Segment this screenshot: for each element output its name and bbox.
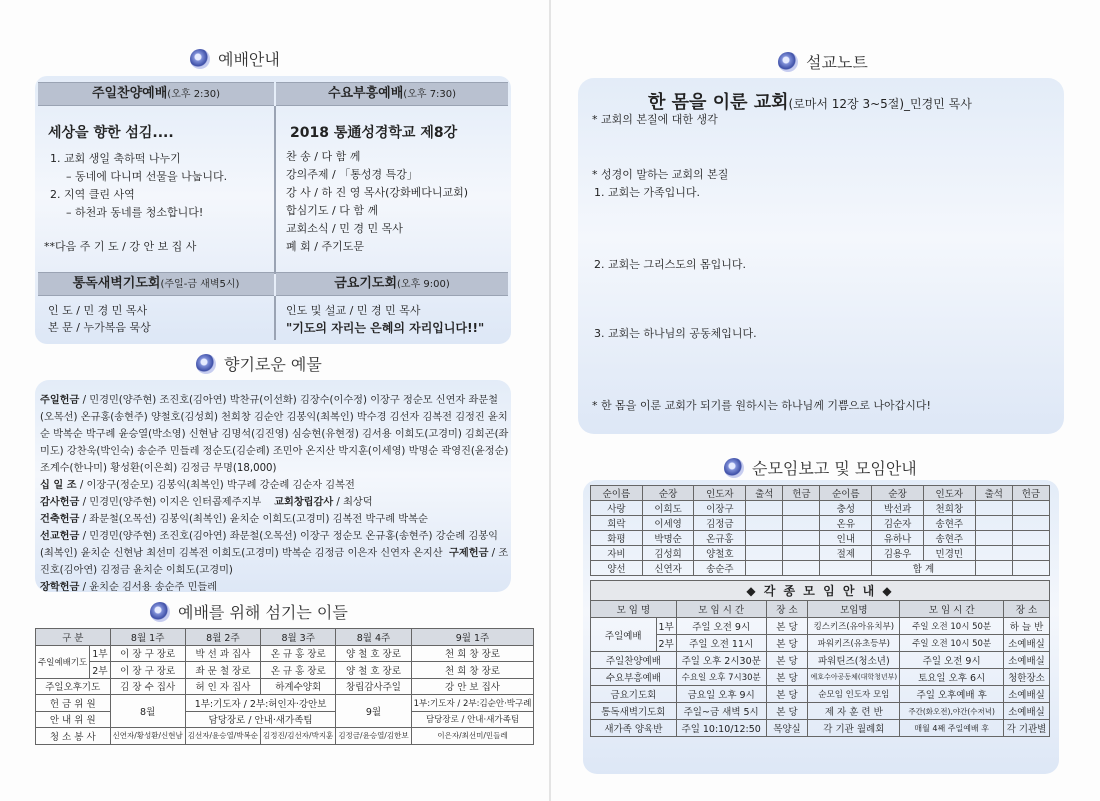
gatherings-table — [590, 580, 1050, 737]
table-header-row: 모 임 명 모 임 시 간 장 소 모임명 모 임 시 간 장 소 — [591, 601, 1050, 618]
table-row: 주일예배기도 1부 이 장 구 장로 박 선 과 집사 온 규 홍 장로 양 철 호 장로 천 희 창 장로 — [36, 645, 534, 662]
column-divider — [274, 296, 276, 340]
dawn-line: 인 도 / 민 경 민 목사 — [48, 304, 148, 317]
service-line: – 동네에 다니며 선물을 나눕니다. — [66, 170, 228, 183]
program-line: 강의주제 / 「통성경 특강」 — [286, 168, 418, 181]
page-fold — [549, 0, 551, 801]
service-heading: 세상을 향한 섬김.... — [48, 125, 174, 141]
offering-row: 십 일 조 / 이장구(정순모) 김봉익(최복인) 박구례 강순례 김순자 김복전 — [40, 480, 355, 491]
disc-icon — [196, 354, 216, 374]
program-line: 폐 회 / 주기도문 — [286, 240, 364, 253]
sermon-note: * 교회의 본질에 대한 생각 — [592, 113, 718, 126]
table-row: 수요부흥예배 수요일 오후 7시30분 본 당 예호수아공동체(대학청년부) 토요일 오후 6시 청한장소 — [591, 669, 1050, 686]
wednesday-header: 수요부흥예배(오후 7:30) — [276, 82, 508, 106]
sermon-closing: * 한 몸을 이룬 교회가 되기를 원하시는 하나님께 기쁨으로 나아갑시다! — [592, 399, 931, 412]
table-row: 주일찬양예배 주일 오후 2시30분 본 당 파워틴즈(청소년) 주일 오전 9시 소예배실 — [591, 652, 1050, 669]
bible-school-heading: 2018 통通성경학교 제8강 — [290, 125, 458, 141]
program-line: 강 사 / 하 진 영 목사(강화베다니교회) — [286, 186, 469, 199]
table-row: 화평 박명순 온규홍 인내 유하나 송현주 — [591, 531, 1050, 546]
disc-icon — [150, 602, 170, 622]
table-row: 금요기도회 금요일 오후 9시 본 당 순모임 인도자 모임 주일 오후예배 후 소예배실 — [591, 686, 1050, 703]
table-row: 자비 김성희 양철호 절제 김용우 민경민 — [591, 546, 1050, 561]
offering-row: 감사헌금 / 민경민(양주현) 이지은 인터콥제주지부 교회창립감사 / 최상덕 — [40, 497, 373, 508]
disc-icon — [724, 458, 744, 478]
sermon-point: 2. 교회는 그리스도의 몸입니다. — [594, 258, 746, 271]
sermon-section-title: 설교노트 — [778, 50, 868, 73]
groups-table — [590, 485, 1050, 576]
dawn-line: 본 문 / 누가복음 묵상 — [48, 321, 151, 334]
column-divider — [274, 106, 276, 274]
offering-row: 건축헌금 / 좌문철(오목선) 김봉익(최복인) 윤치순 이희도(고경미) 김복전 박구례 박복순 — [40, 514, 428, 525]
table-row: 주일오후기도 김 장 수 집사 허 인 자 집사 하계수양회 창립감사주일 강 안 보 집사 — [36, 678, 534, 695]
table-header-row: 순이름 순장 인도자 출석 헌금 순이름 순장 인도자 출석 헌금 — [591, 486, 1050, 501]
groups-section-title: 순모임보고 및 모임안내 — [724, 456, 917, 479]
offering-row: 주일헌금 / 민경민(양주현) 조진호(김아연) 박찬규(이선화) 김장수(이수정) 이장구 정순모 신연자 좌문철(오목선) 온규홍(송현주) 양철호(김성희) 천희창 김순안 김봉익(최복인) 박수경 김선자 김복전 김정진 윤치순 박복순 박구례 윤승열(박소영) 신현남 김명석(김진영) 심승현(유현정) 김서용 이희도(고경미) 김희곤(좌미도) 강찬욱(박인숙) 송순주 민들레 정순도(김순례) 조민아 온지산 박지훈(이세영) 박명순 곽영진(윤정순) 조계수(한나미) 황성환(이은희) 김정금 무명(18,000) — [40, 395, 509, 474]
table-row: 희락 이세영 김정금 온유 김순자 송현주 — [591, 516, 1050, 531]
worship-section-title: 예배안내 — [190, 47, 280, 70]
next-prayer: **다음 주 기 도 / 강 안 보 집 사 — [44, 240, 197, 253]
offering-row: 선교헌금 / 민경민(양주현) 조진호(김아연) 좌문철(오목선) 이장구 정순모 온규홍(송현주) 강순례 김봉익(최복인) 윤치순 신현남 최선미 김복전 이희도(고경미) 박복순 김정금 이은자 신연자 온지산 구제헌금 / 조진호(김아연) 김정금 윤치순 이희도(고경미) — [40, 531, 509, 576]
dawn-prayer-header: 통독새벽기도회(주일-금 새벽5시) — [38, 272, 274, 296]
servants-section-title: 예배를 위해 섬기는 이들 — [150, 600, 348, 623]
offering-list — [40, 392, 510, 596]
total-cell: 합 계 — [872, 561, 975, 576]
table-header-row: 구 분 8월 1주 8월 2주 8월 3주 8월 4주 9월 1주 — [36, 629, 534, 646]
service-line: 1. 교회 생일 축하떡 나누기 — [50, 152, 181, 165]
sermon-point: 3. 교회는 하나님의 공동체입니다. — [594, 327, 757, 340]
sermon-point: 1. 교회는 가족입니다. — [594, 186, 700, 199]
table-row: 주일예배 1부 주일 오전 9시 본 당 킹스키즈(유아유치부) 주일 오전 10시 50분 하 늘 반 — [591, 618, 1050, 635]
disc-icon — [190, 49, 210, 69]
program-line: 찬 송 / 다 함 께 — [286, 150, 361, 163]
program-line: 교회소식 / 민 경 민 목사 — [286, 222, 403, 235]
table-row: 2부 이 장 구 장로 좌 문 철 장로 온 규 홍 장로 양 철 호 장로 천 희 창 장로 — [36, 662, 534, 679]
table-row: 2부 주일 오전 11시 본 당 파워키즈(유초등부) 주일 오전 10시 50분 소예배실 — [591, 635, 1050, 652]
disc-icon — [778, 52, 798, 72]
offering-section-title: 향기로운 예물 — [196, 352, 322, 375]
program-line: 합심기도 / 다 함 께 — [286, 204, 379, 217]
friday-quote: "기도의 자리는 은혜의 자리입니다!!" — [286, 321, 485, 335]
service-line: 2. 지역 클린 사역 — [50, 188, 135, 201]
sermon-heading: 한 몸을 이룬 교회(로마서 12장 3~5절)_민경민 목사 — [648, 92, 972, 113]
friday-prayer-header: 금요기도회(오후 9:00) — [276, 272, 508, 296]
table-row: 양선 신연자 송순주 합 계 — [591, 561, 1050, 576]
table-row: 안 내 위 원 담당장로 / 안내·새가족팀 담당장로 / 안내·새가족팀 — [36, 711, 534, 728]
sunday-praise-header: 주일찬양예배(오후 2:30) — [38, 82, 274, 106]
table-row: 통독새벽기도회 주일~금 새벽 5시 본 당 제 자 훈 련 반 주간(화오전),야간(수저녁) 소예배실 — [591, 703, 1050, 720]
servants-table — [35, 628, 534, 745]
sermon-note: * 성경이 말하는 교회의 본질 — [592, 168, 729, 181]
table-row: 새가족 양육반 주일 10:10/12:50 목양실 각 기관 월례회 매월 4째 주일예배 후 각 기관별 — [591, 720, 1050, 737]
offering-row: 장학헌금 / 윤치순 김서용 송순주 민들레 — [40, 582, 218, 593]
service-line: – 하천과 동네를 청소합니다! — [66, 206, 204, 219]
table-row: 헌 금 위 원 8월 1부:기도자 / 2부:허인자·강안보 9월 1부:기도자 / 2부:김순안·박구례 — [36, 695, 534, 712]
table-row: 청 소 봉 사 신연자/황성환/신현남 김선자/윤승열/박복순 김정진/김선자/박지훈 김정금/윤승열/김한보 이은자/최선미/민들레 — [36, 728, 534, 745]
friday-line: 인도 및 설교 / 민 경 민 목사 — [286, 304, 421, 317]
gatherings-title: ◆ 각 종 모 임 안 내 ◆ — [591, 581, 1050, 601]
table-row: 사랑 이희도 이장구 충성 박선과 천희창 — [591, 501, 1050, 516]
